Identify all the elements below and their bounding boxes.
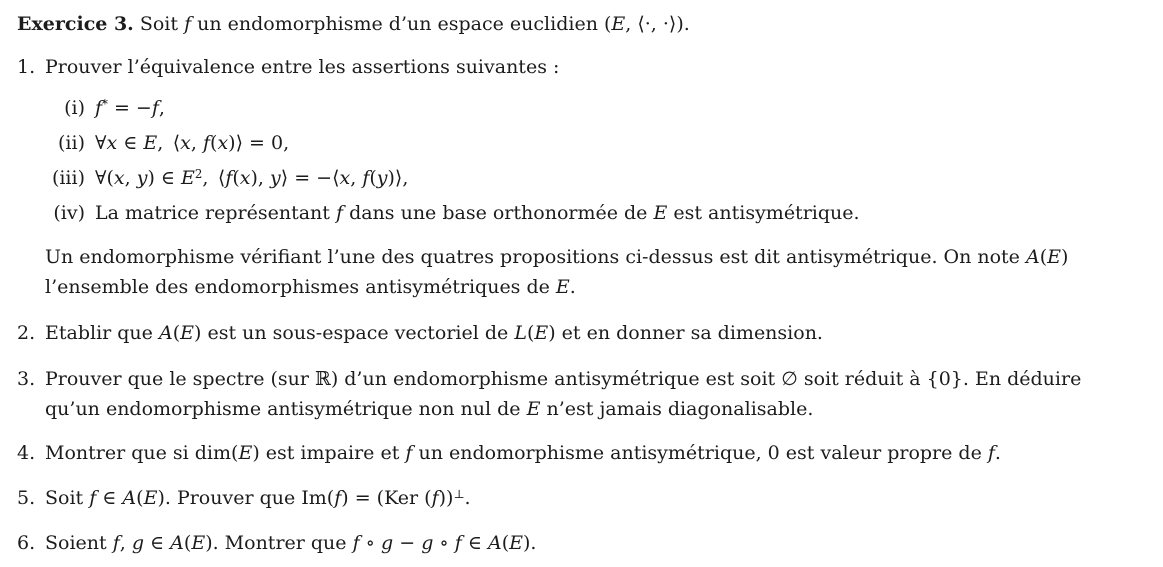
question-3	[17, 364, 1129, 424]
assertion-iv	[45, 200, 1129, 226]
assertion-ii-label: (ii)	[58, 132, 85, 154]
assertion-ii-formula: ∀x ∈ E, ⟨x, f(x)⟩ = 0,	[95, 132, 290, 154]
question-2-number: 2.	[17, 322, 36, 344]
assertion-iii-label: (iii)	[51, 167, 85, 189]
assertion-ii	[45, 130, 1129, 156]
assertion-i-label: (i)	[64, 97, 85, 119]
exercise-heading: Exercice 3. Soit f un endomorphisme d’un espace euclidien (E, ⟨·, ·⟩).	[17, 13, 690, 35]
assertions-list	[45, 95, 1129, 226]
assertion-i	[45, 95, 1129, 121]
question-2	[17, 320, 1129, 346]
question-5	[17, 485, 1129, 511]
question-4	[17, 440, 1129, 466]
question-4-number: 4.	[17, 442, 36, 464]
question-4-text: Montrer que si dim(E) est impaire et f un endomorphisme antisymétrique, 0 est valeur propre de f.	[45, 442, 1001, 464]
question-2-text: Etablir que A(E) est un sous-espace vectoriel de L(E) et en donner sa dimension.	[45, 322, 823, 344]
question-6-number: 6.	[17, 532, 36, 554]
question-6-text: Soient f, g ∈ A(E). Montrer que f ∘ g − g ∘ f ∈ A(E).	[45, 532, 537, 554]
question-1-number: 1.	[17, 56, 36, 78]
question-3-number: 3.	[17, 368, 36, 390]
question-5-number: 5.	[17, 487, 36, 509]
question-1	[17, 54, 1129, 80]
antisymmetric-definition-note: Un endomorphisme vérifiant l’une des quatres propositions ci-dessus est dit antisymétrique. On note A(E) l’ensemble des endomorphismes antisymétriques de E.	[45, 246, 1069, 298]
assertion-iii	[45, 165, 1129, 191]
assertion-iv-formula: La matrice représentant f dans une base orthonormée de E est antisymétrique.	[95, 202, 860, 224]
question-3-text: Prouver que le spectre (sur ℝ) d’un endomorphisme antisymétrique est soit ∅ soit réduit à {0}. En déduire qu’un endomorphisme antisymétrique non nul de E n’est jamais diagonalisable.	[45, 368, 1082, 420]
question-5-text: Soit f ∈ A(E). Prouver que Im(f) = (Ker (f))⊥.	[45, 487, 471, 509]
assertion-i-formula: f* = −f,	[95, 97, 165, 119]
assertion-iii-formula: ∀(x, y) ∈ $E^2$, ⟨f(x), y⟩ = −⟨x, f(y)⟩,	[95, 167, 409, 189]
question-1-text: Prouver l’équivalence entre les assertions suivantes :	[45, 56, 560, 78]
question-6	[17, 530, 1129, 556]
assertion-iv-label: (iv)	[53, 202, 85, 224]
